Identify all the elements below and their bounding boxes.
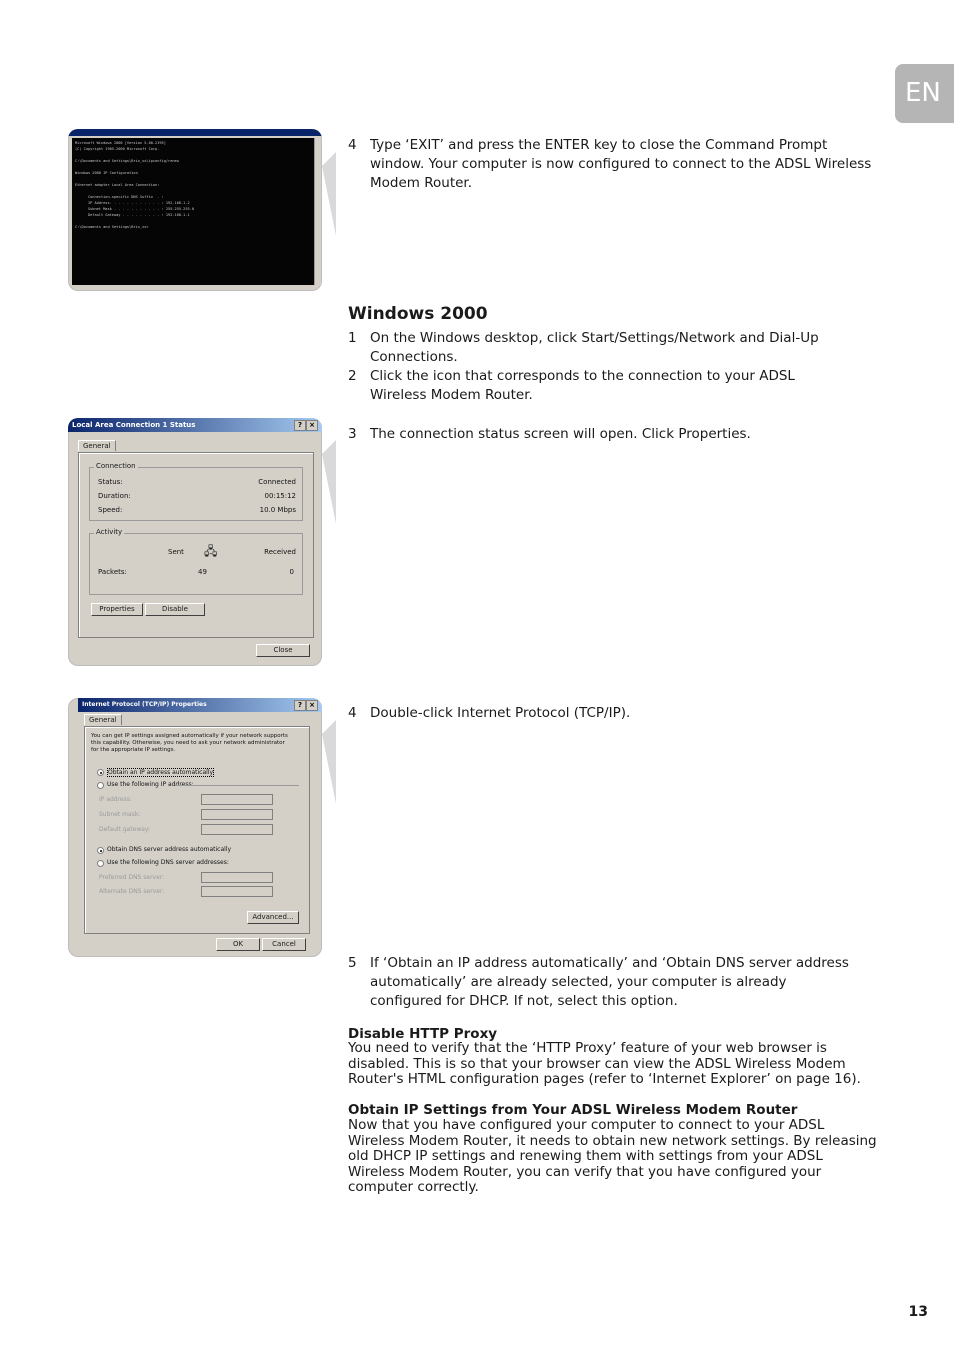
- use-ip-label: Use the following IP address:: [107, 781, 194, 788]
- page-number: 13: [908, 1304, 928, 1320]
- use-dns-label: Use the following DNS server addresses:: [107, 859, 229, 866]
- alternate-dns-field[interactable]: [201, 886, 273, 897]
- use-ip-radio[interactable]: [97, 782, 104, 789]
- activity-group-label: Activity: [96, 528, 123, 536]
- step-text: Double-click Internet Protocol (TCP/IP).: [370, 705, 631, 721]
- language-tab: EN: [895, 64, 954, 123]
- default-gateway-field[interactable]: [201, 824, 273, 835]
- close-button[interactable]: Close: [256, 644, 310, 657]
- packets-label: Packets:: [98, 568, 127, 576]
- tcpip-dialog-title: Internet Protocol (TCP/IP) Properties: [82, 701, 207, 708]
- command-prompt-scrollbar: [314, 138, 321, 285]
- obtain-ip-heading: Obtain IP Settings from Your ADSL Wireless Modem Router: [348, 1102, 798, 1118]
- status-panel: [78, 452, 314, 638]
- duration-label: Duration:: [98, 492, 131, 500]
- duration-value: 00:15:12: [264, 492, 296, 500]
- alternate-dns-label: Alternate DNS server:: [99, 888, 165, 895]
- activity-group: [89, 528, 303, 595]
- ip-address-field[interactable]: [201, 794, 273, 805]
- obtain-dns-auto-label: Obtain DNS server address automatically: [107, 846, 232, 853]
- command-prompt-titlebar: [68, 129, 322, 136]
- step-text: Type ‘EXIT’ and press the ENTER key to close the Command Prompt window. Your computer is now configured to connect to the ADSL Wireless Modem Router.: [370, 137, 872, 191]
- step-text: On the Windows desktop, click Start/Settings/Network and Dial-Up Connections.: [370, 330, 819, 365]
- cancel-button[interactable]: Cancel: [262, 938, 306, 951]
- status-label: Status:: [98, 478, 123, 486]
- tcpip-intro-text: You can get IP settings assigned automatically if your network supports this capability. Otherwise, you need to ask your network administrator for the appropriate IP settings.: [91, 733, 288, 753]
- speed-label: Speed:: [98, 506, 123, 514]
- subnet-mask-label: Subnet mask:: [99, 811, 141, 818]
- tab-general: General: [78, 440, 116, 451]
- subnet-mask-field[interactable]: [201, 809, 273, 820]
- ip-address-label: IP address:: [99, 796, 132, 803]
- default-gateway-label: Default gateway:: [99, 826, 151, 833]
- status-dialog-title: Local Area Connection 1 Status: [72, 421, 196, 429]
- step-number: 4: [348, 137, 357, 153]
- help-icon: ?: [294, 700, 306, 711]
- command-prompt-output: Microsoft Windows 2000 [Version 5.00.2195] (C) Copyright 1985-2000 Microsoft Corp. C:\Documents and Settings\Brix_xx\ipconfig/renew Windows 2000 IP Configuration Ethernet adapter Local Area Connection: Connection-specific DNS Suffix . : IP Address. . . . . . . . . . . . : 192.168.1.2 Subnet Mask . . . . . . . . . . . : 255.255.255.0 Default Gateway . . . . . . . . . : 192.168.1.1 C:\Documents and Settings\Brix_xx>: [72, 138, 314, 285]
- tcpip-panel: [84, 726, 310, 934]
- ok-button[interactable]: OK: [216, 938, 260, 951]
- speed-value: 10.0 Mbps: [259, 506, 296, 514]
- network-computers-icon: 🖧: [204, 544, 218, 558]
- help-icon: ?: [294, 420, 306, 431]
- preferred-dns-field[interactable]: [201, 872, 273, 883]
- step-number: 3: [348, 426, 357, 442]
- connection-group-label: Connection: [96, 462, 136, 470]
- windows-2000-heading: Windows 2000: [348, 304, 488, 324]
- obtain-ip-auto-label: Obtain an IP address automatically: [108, 769, 214, 776]
- obtain-dns-auto-radio[interactable]: [97, 847, 104, 854]
- packets-received-value: 0: [289, 568, 294, 576]
- step-text: If ‘Obtain an IP address automatically’ and ‘Obtain DNS server address automatically’ are already selected, your computer is already configured for DHCP. If not, select this option.: [370, 955, 849, 1009]
- disable-button[interactable]: Disable: [145, 603, 205, 616]
- step-number: 1: [348, 330, 357, 346]
- command-prompt-screenshot: [68, 129, 322, 291]
- properties-button[interactable]: Properties: [91, 603, 143, 616]
- connection-group: [89, 462, 303, 521]
- tab-general: General: [84, 714, 122, 725]
- step-number: 5: [348, 955, 357, 971]
- disable-proxy-heading: Disable HTTP Proxy: [348, 1026, 498, 1042]
- screenshot-pointer: [322, 720, 336, 804]
- step-text: The connection status screen will open. Click Properties.: [370, 426, 751, 442]
- close-icon: ×: [306, 420, 318, 431]
- screenshot-pointer: [322, 152, 336, 236]
- status-value: Connected: [258, 478, 296, 486]
- packets-sent-value: 49: [198, 568, 207, 576]
- close-icon: ×: [306, 700, 318, 711]
- tcpip-properties-screenshot: [68, 698, 322, 957]
- tcpip-dialog-titlebar: [78, 698, 322, 712]
- connection-status-screenshot: [68, 418, 322, 666]
- disable-proxy-text: You need to verify that the ‘HTTP Proxy’ feature of your web browser is disabled. This is so that your browser can view the ADSL Wireless Modem Router's HTML configuration pages (refer to ‘Internet Explorer’ on page 16).: [348, 1040, 861, 1087]
- ip-group-line: [175, 785, 299, 786]
- status-dialog-titlebar: [68, 418, 322, 432]
- sent-label: Sent: [168, 548, 184, 556]
- obtain-ip-text: Now that you have configured your computer to connect to your ADSL Wireless Modem Router, it needs to obtain new network settings. By releasing old DHCP IP settings and renewing them with settings from your ADSL Wireless Modem Router, you can verify that you have configured your computer correctly.: [348, 1117, 877, 1195]
- advanced-button[interactable]: Advanced...: [247, 911, 299, 924]
- preferred-dns-label: Preferred DNS server:: [99, 874, 165, 881]
- step-number: 4: [348, 705, 357, 721]
- step-text: Click the icon that corresponds to the connection to your ADSL Wireless Modem Router.: [370, 368, 795, 403]
- screenshot-pointer: [322, 440, 336, 524]
- step-number: 2: [348, 368, 357, 384]
- obtain-ip-auto-radio[interactable]: [97, 769, 104, 776]
- use-dns-radio[interactable]: [97, 860, 104, 867]
- received-label: Received: [264, 548, 296, 556]
